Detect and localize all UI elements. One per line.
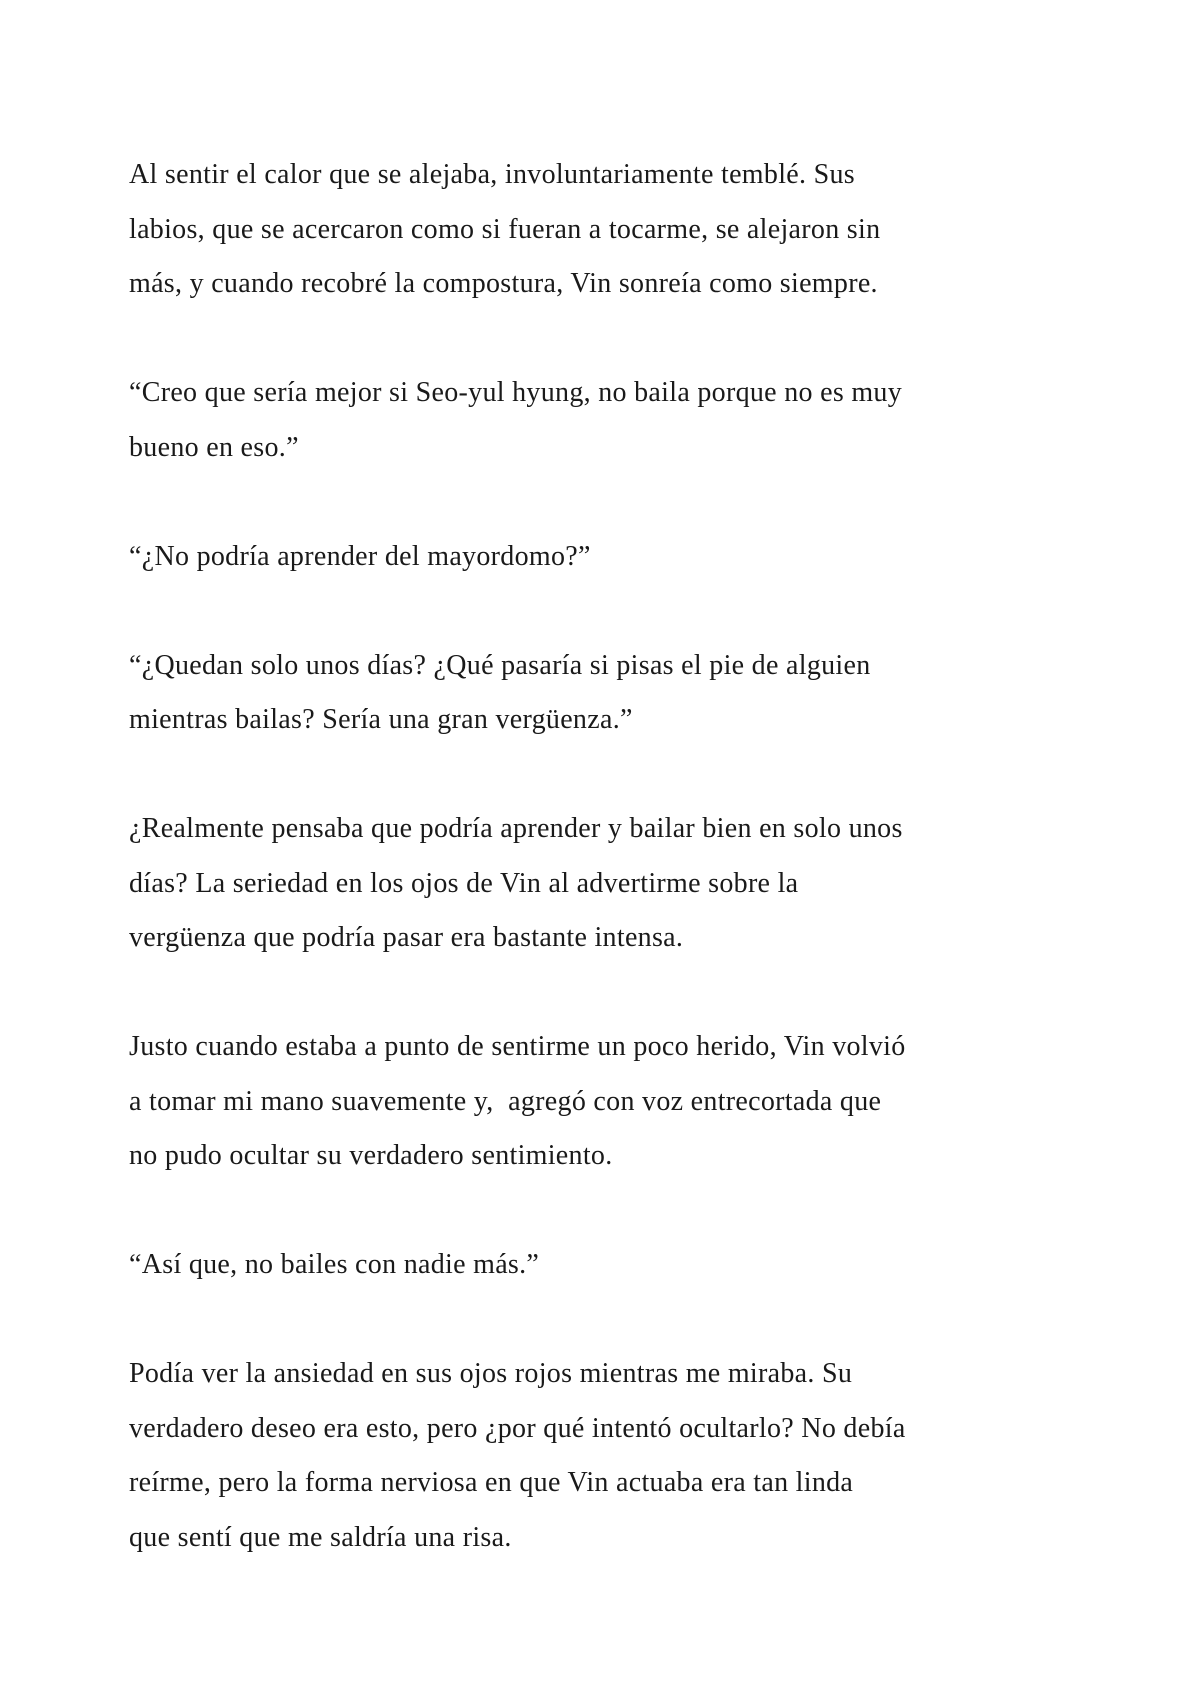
text-line: más, y cuando recobré la compostura, Vin sonreía como siempre. <box>129 268 878 299</box>
text-line: Podía ver la ansiedad en sus ojos rojos mientras me miraba. Su <box>129 1358 853 1389</box>
text-line: bueno en eso.” <box>129 431 299 463</box>
paragraph <box>129 639 1129 748</box>
text-line: “Así que, no bailes con nadie más.” <box>129 1249 540 1280</box>
text-line: “¿Quedan solo unos días? ¿Qué pasaría si pisas el pie de alguien <box>129 649 871 681</box>
paragraph <box>129 1238 1129 1293</box>
text-line: verdadero deseo era esto, pero ¿por qué intentó ocultarlo? No debía <box>129 1412 906 1444</box>
text-line: “¿No podría aprender del mayordomo?” <box>129 540 591 572</box>
paragraph <box>129 1347 1129 1565</box>
text-line: que sentí que me saldría una risa. <box>129 1521 512 1553</box>
text-line: días? La seriedad en los ojos de Vin al advertirme sobre la <box>129 867 799 899</box>
text-line: labios, que se acercaron como si fueran a tocarme, se alejaron sin <box>129 213 881 245</box>
text-line: a tomar mi mano suavemente y, agregó con voz entrecortada que <box>129 1085 882 1117</box>
paragraph <box>129 148 1129 312</box>
text-line: reírme, pero la forma nerviosa en que Vin actuaba era tan linda <box>129 1467 854 1498</box>
text-line: no pudo ocultar su verdadero sentimiento. <box>129 1140 613 1171</box>
text-line: Justo cuando estaba a punto de sentirme un poco herido, Vin volvió <box>129 1031 906 1062</box>
text-line: mientras bailas? Sería una gran vergüenza.” <box>129 704 633 735</box>
text-line: ¿Realmente pensaba que podría aprender y bailar bien en solo unos <box>129 813 903 844</box>
paragraph <box>129 530 1129 585</box>
paragraph <box>129 366 1129 475</box>
text-line: Al sentir el calor que se alejaba, involuntariamente temblé. Sus <box>129 159 855 190</box>
paragraph <box>129 1020 1129 1184</box>
text-line: vergüenza que podría pasar era bastante intensa. <box>129 922 684 953</box>
text-line: “Creo que sería mejor si Seo-yul hyung, no baila porque no es muy <box>129 377 902 408</box>
paragraph <box>129 802 1129 966</box>
document-body <box>129 148 1129 1620</box>
